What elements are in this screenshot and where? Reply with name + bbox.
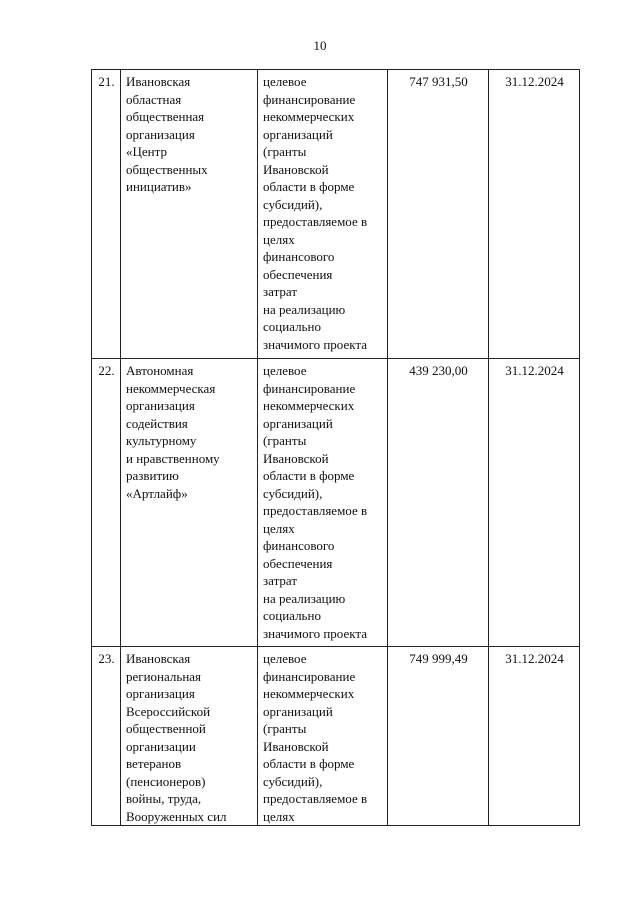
organization-cell	[121, 647, 258, 826]
organization-line: общественных	[126, 161, 208, 177]
purpose-cell	[258, 647, 388, 826]
purpose-line: организаций	[263, 415, 333, 431]
table-row	[92, 647, 580, 826]
organization-line: и нравственному	[126, 450, 220, 466]
purpose-line: организаций	[263, 703, 333, 719]
purpose-line: социально	[263, 319, 321, 334]
organization-line: общественной	[126, 721, 206, 736]
purpose-line: социально	[263, 608, 321, 623]
purpose-line: предоставляемое в	[263, 503, 368, 518]
organization-line: организация	[126, 398, 195, 413]
purpose-line: предоставляемое в	[263, 214, 368, 229]
organization-line: Всероссийской	[126, 703, 211, 719]
organization-line: инициатив»	[126, 179, 192, 194]
organization-line: общественная	[126, 109, 205, 124]
organization-line: войны, труда,	[126, 791, 202, 806]
table-row	[92, 359, 580, 647]
purpose-line: (гранты	[263, 721, 307, 736]
purpose-cell	[258, 70, 388, 359]
purpose-line: Ивановской	[263, 450, 329, 466]
purpose-line: целевое	[263, 363, 307, 378]
purpose-cell	[258, 359, 388, 647]
organization-line: Ивановская	[126, 651, 191, 666]
organization-line: областная	[126, 91, 182, 107]
purpose-line: области в форме	[263, 468, 355, 483]
purpose-line: финансирование	[263, 380, 356, 396]
organization-line: ветеранов	[126, 756, 182, 771]
organization-line: развитию	[126, 468, 179, 483]
date-cell: 31.12.2024	[489, 359, 580, 647]
organization-line: организация	[126, 126, 195, 142]
organization-line: «Центр	[126, 144, 167, 159]
page-number: 10	[313, 38, 327, 53]
date-cell: 31.12.2024	[489, 70, 580, 359]
purpose-line: предоставляемое в	[263, 791, 368, 806]
purpose-line: обеспечения	[263, 555, 333, 571]
organization-line: «Артлайф»	[126, 485, 188, 501]
purpose-line: субсидий),	[263, 485, 323, 501]
amount-cell: 439 230,00	[388, 359, 489, 647]
purpose-line: целях	[263, 231, 295, 247]
purpose-line: финансирование	[263, 668, 356, 684]
organization-line: некоммерческая	[126, 380, 216, 396]
organization-line: Вооруженных сил	[126, 808, 227, 824]
organization-line: культурному	[126, 433, 197, 448]
purpose-line: некоммерческих	[263, 109, 355, 124]
purpose-line: Ивановской	[263, 161, 329, 177]
purpose-line: затрат	[263, 573, 298, 588]
table-row	[92, 70, 580, 359]
purpose-line: затрат	[263, 284, 298, 299]
organization-line: (пенсионеров)	[126, 773, 206, 789]
purpose-line: (гранты	[263, 144, 307, 159]
grants-table	[91, 69, 580, 826]
organization-line: Ивановская	[126, 74, 191, 89]
amount-cell: 749 999,49	[388, 647, 489, 826]
purpose-line: на реализацию	[263, 590, 346, 606]
purpose-line: Ивановской	[263, 738, 329, 754]
purpose-line: целях	[263, 808, 295, 824]
organization-line: организация	[126, 686, 195, 701]
organization-line: организации	[126, 738, 196, 754]
organization-line: региональная	[126, 668, 202, 684]
purpose-line: субсидий),	[263, 773, 323, 789]
purpose-line: значимого проекта	[263, 625, 367, 641]
organization-cell	[121, 359, 258, 647]
purpose-line: целевое	[263, 651, 307, 666]
date-cell: 31.12.2024	[489, 647, 580, 826]
organization-cell	[121, 70, 258, 359]
purpose-line: субсидий),	[263, 196, 323, 212]
purpose-line: обеспечения	[263, 266, 333, 282]
organization-line: содействия	[126, 415, 188, 431]
purpose-line: на реализацию	[263, 301, 346, 317]
row-number: 21.	[92, 70, 121, 359]
organization-line: Автономная	[126, 363, 194, 378]
purpose-line: некоммерческих	[263, 398, 355, 413]
purpose-line: некоммерческих	[263, 686, 355, 701]
purpose-line: финансового	[263, 538, 335, 553]
row-number: 23.	[92, 647, 121, 826]
purpose-line: значимого проекта	[263, 336, 367, 352]
row-number: 22.	[92, 359, 121, 647]
purpose-line: (гранты	[263, 433, 307, 448]
purpose-line: целевое	[263, 74, 307, 89]
purpose-line: финансового	[263, 249, 335, 264]
purpose-line: области в форме	[263, 179, 355, 194]
purpose-line: организаций	[263, 126, 333, 142]
purpose-line: целях	[263, 520, 295, 536]
purpose-line: области в форме	[263, 756, 355, 771]
amount-cell: 747 931,50	[388, 70, 489, 359]
purpose-line: финансирование	[263, 91, 356, 107]
